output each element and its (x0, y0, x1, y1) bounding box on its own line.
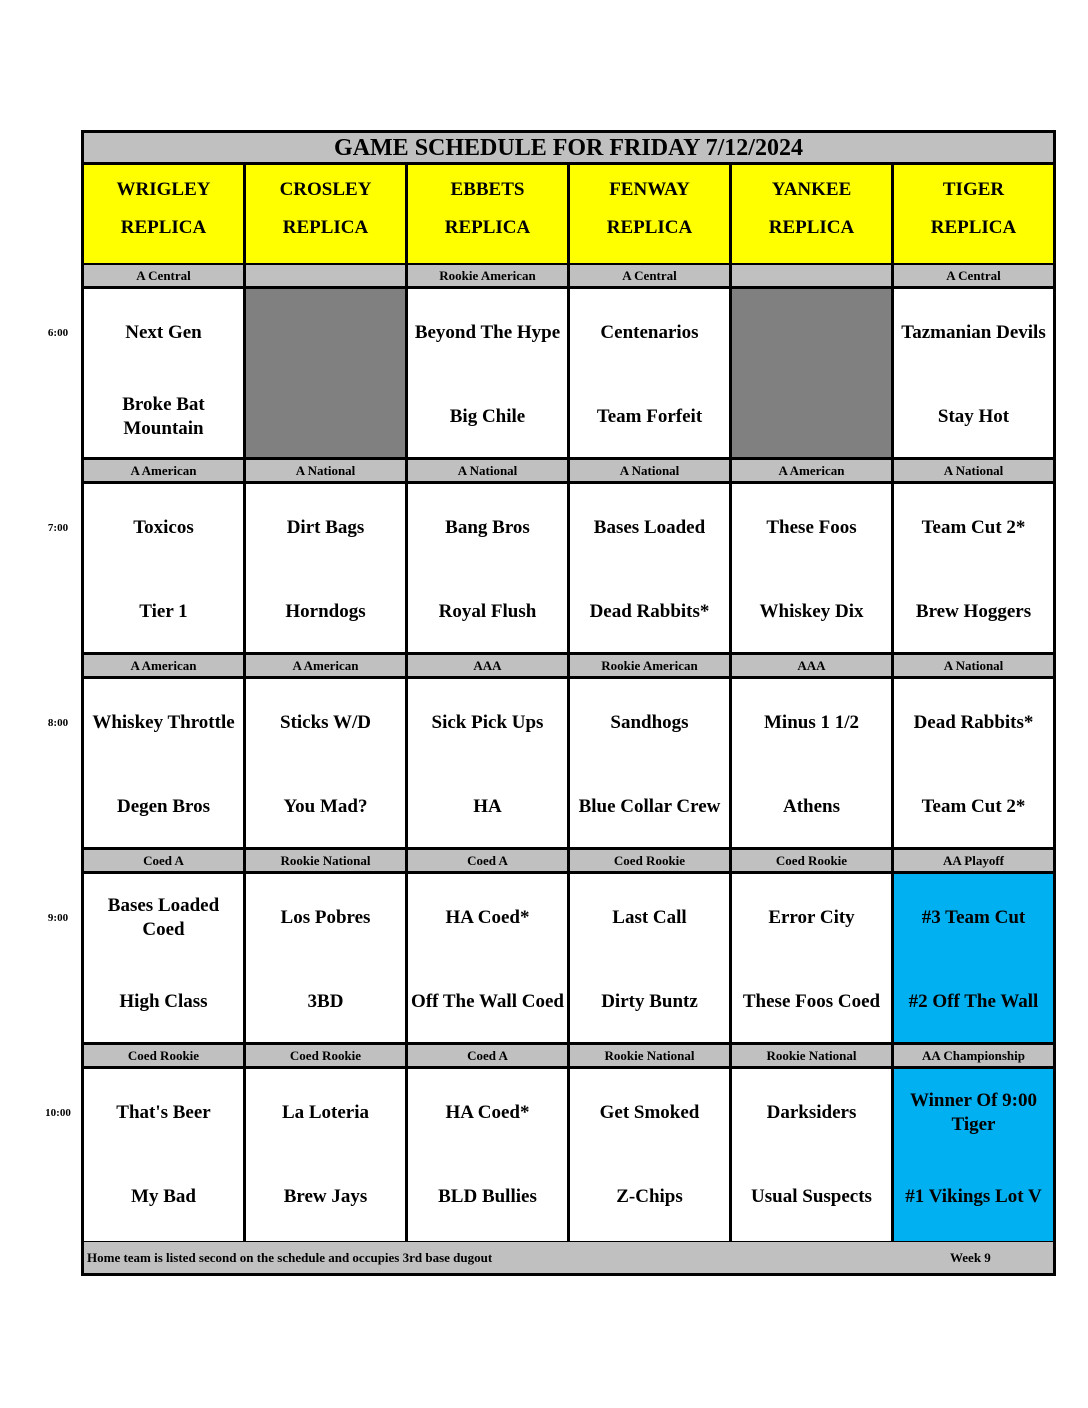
division-label: A Central (894, 265, 1053, 289)
game-cell (570, 1069, 732, 1242)
home-team: Brew Hoggers (915, 601, 1032, 622)
away-team: Winner Of 9:00 Tiger (909, 1090, 1038, 1135)
division-label: AAA (732, 655, 894, 679)
field-name: YANKEE (771, 179, 852, 200)
division-label: Coed Rookie (570, 850, 732, 874)
game-cell (894, 484, 1053, 655)
away-team: Dead Rabbits* (913, 712, 1034, 733)
game-cell (246, 679, 408, 850)
division-label: A National (408, 460, 570, 484)
time-slot-label: 10:00 (45, 1107, 71, 1119)
home-team-note: Home team is listed second on the schedule and occupies 3rd base dugout (87, 1250, 493, 1265)
division-label: Coed Rookie (732, 850, 894, 874)
game-cell (246, 484, 408, 655)
away-team: Tazmanian Devils (901, 322, 1046, 343)
home-team: You Mad? (283, 796, 368, 817)
division-label: Rookie National (570, 1045, 732, 1069)
away-team: Minus 1 1/2 (763, 712, 860, 733)
game-cell (408, 1069, 570, 1242)
away-team: Bang Bros (445, 517, 530, 538)
game-cell (570, 484, 732, 655)
division-label: Rookie American (408, 265, 570, 289)
division-label: A National (894, 460, 1053, 484)
away-team (246, 305, 405, 361)
home-team: Big Chile (449, 406, 526, 427)
home-team: Stay Hot (937, 406, 1010, 427)
home-team: Dead Rabbits* (589, 601, 710, 622)
home-team (246, 389, 405, 445)
field-name: FENWAY (609, 179, 690, 200)
game-cell (570, 289, 732, 460)
game-cell (732, 1069, 894, 1242)
game-cell (894, 679, 1053, 850)
week-label: Week 9 (950, 1250, 991, 1265)
home-team: HA (473, 796, 502, 817)
away-team: Toxicos (133, 517, 194, 538)
home-team: Z-Chips (616, 1186, 683, 1207)
game-cell (408, 874, 570, 1045)
field-subtitle: REPLICA (930, 217, 1017, 238)
field-subtitle: REPLICA (282, 217, 369, 238)
schedule-title: GAME SCHEDULE FOR FRIDAY 7/12/2024 (84, 133, 1053, 165)
time-slot-label: 7:00 (47, 522, 69, 534)
away-team: #3 Team Cut (921, 907, 1026, 928)
game-cell (246, 874, 408, 1045)
division-label: A American (732, 460, 894, 484)
home-team: Horndogs (285, 601, 366, 622)
home-team: Usual Suspects (751, 1186, 872, 1207)
field-header (408, 165, 570, 265)
home-team: Brew Jays (283, 1186, 368, 1207)
division-label: AAA (408, 655, 570, 679)
home-team: Athens (782, 796, 840, 817)
division-label (246, 265, 408, 289)
away-team: Darksiders (766, 1102, 857, 1123)
field-subtitle: REPLICA (120, 217, 207, 238)
home-team: Broke Bat Mountain (122, 394, 205, 439)
game-cell (732, 679, 894, 850)
division-label: Coed A (84, 850, 246, 874)
division-label: Rookie National (246, 850, 408, 874)
home-team: My Bad (131, 1186, 196, 1207)
field-subtitle: REPLICA (606, 217, 693, 238)
home-team: Team Cut 2* (921, 796, 1026, 817)
home-team: Off The Wall Coed (411, 991, 564, 1012)
away-team: That's Beer (116, 1102, 211, 1123)
away-team: Bases Loaded (593, 517, 706, 538)
home-team: These Foos Coed (742, 991, 881, 1012)
division-label: AA Championship (894, 1045, 1053, 1069)
home-team: Dirty Buntz (601, 991, 698, 1012)
game-cell (570, 679, 732, 850)
time-slot-label: 8:00 (47, 717, 69, 729)
division-label: A Central (570, 265, 732, 289)
home-team: Team Forfeit (596, 406, 703, 427)
away-team: Last Call (612, 907, 687, 928)
division-label: A Central (84, 265, 246, 289)
home-team: Royal Flush (438, 601, 537, 622)
division-label: A National (570, 460, 732, 484)
empty-slot (246, 289, 408, 460)
time-slot-label: 9:00 (47, 912, 69, 924)
game-cell (84, 289, 246, 460)
game-cell (84, 679, 246, 850)
away-team: HA Coed* (445, 907, 530, 928)
away-team: Team Cut 2* (921, 517, 1026, 538)
game-cell (408, 484, 570, 655)
home-team: BLD Bullies (438, 1186, 537, 1207)
time-slot-label: 6:00 (47, 327, 69, 339)
division-label: Coed A (408, 1045, 570, 1069)
game-cell (732, 874, 894, 1045)
game-cell (894, 1069, 1053, 1242)
game-cell (732, 484, 894, 655)
away-team: Sick Pick Ups (431, 712, 544, 733)
field-header (894, 165, 1053, 265)
home-team: Tier 1 (139, 601, 188, 622)
field-header (570, 165, 732, 265)
division-label: Rookie American (570, 655, 732, 679)
field-name: CROSLEY (279, 179, 372, 200)
home-team (732, 389, 891, 445)
away-team: Bases Loaded Coed (107, 895, 220, 940)
game-cell (84, 484, 246, 655)
field-header (732, 165, 894, 265)
division-label: A American (84, 655, 246, 679)
field-subtitle: REPLICA (768, 217, 855, 238)
field-header (84, 165, 246, 265)
division-label: A American (246, 655, 408, 679)
away-team: Get Smoked (599, 1102, 700, 1123)
home-team: Degen Bros (116, 796, 211, 817)
field-name: TIGER (942, 179, 1005, 200)
away-team: HA Coed* (445, 1102, 530, 1123)
away-team: Centenarios (600, 322, 699, 343)
game-cell (408, 289, 570, 460)
empty-slot (732, 289, 894, 460)
game-cell (894, 874, 1053, 1045)
division-label (732, 265, 894, 289)
division-label: Rookie National (732, 1045, 894, 1069)
home-team: Blue Collar Crew (578, 796, 721, 817)
game-cell (84, 1069, 246, 1242)
home-team: High Class (119, 991, 208, 1012)
away-team: Next Gen (125, 322, 202, 343)
away-team: Los Pobres (280, 907, 371, 928)
away-team: Error City (768, 907, 855, 928)
away-team: Beyond The Hype (414, 322, 561, 343)
game-cell (408, 679, 570, 850)
home-team: #1 Vikings Lot V (905, 1186, 1042, 1207)
away-team: Sandhogs (610, 712, 689, 733)
division-label: A National (246, 460, 408, 484)
field-name: WRIGLEY (116, 179, 211, 200)
home-team: Whiskey Dix (759, 601, 864, 622)
schedule-footer (84, 1241, 1053, 1273)
division-label: Coed Rookie (84, 1045, 246, 1069)
away-team: Dirt Bags (286, 517, 365, 538)
home-team: 3BD (307, 991, 344, 1012)
away-team: These Foos (766, 517, 857, 538)
away-team: Whiskey Throttle (92, 712, 235, 733)
game-cell (84, 874, 246, 1045)
away-team (732, 305, 891, 361)
away-team: Sticks W/D (280, 712, 371, 733)
field-subtitle: REPLICA (444, 217, 531, 238)
field-header (246, 165, 408, 265)
division-label: Coed Rookie (246, 1045, 408, 1069)
away-team: La Loteria (281, 1102, 370, 1123)
home-team: #2 Off The Wall (908, 991, 1039, 1012)
division-label: Coed A (408, 850, 570, 874)
division-label: A National (894, 655, 1053, 679)
division-label: A American (84, 460, 246, 484)
field-name: EBBETS (450, 179, 525, 200)
game-cell (246, 1069, 408, 1242)
game-cell (570, 874, 732, 1045)
game-cell (894, 289, 1053, 460)
division-label: AA Playoff (894, 850, 1053, 874)
